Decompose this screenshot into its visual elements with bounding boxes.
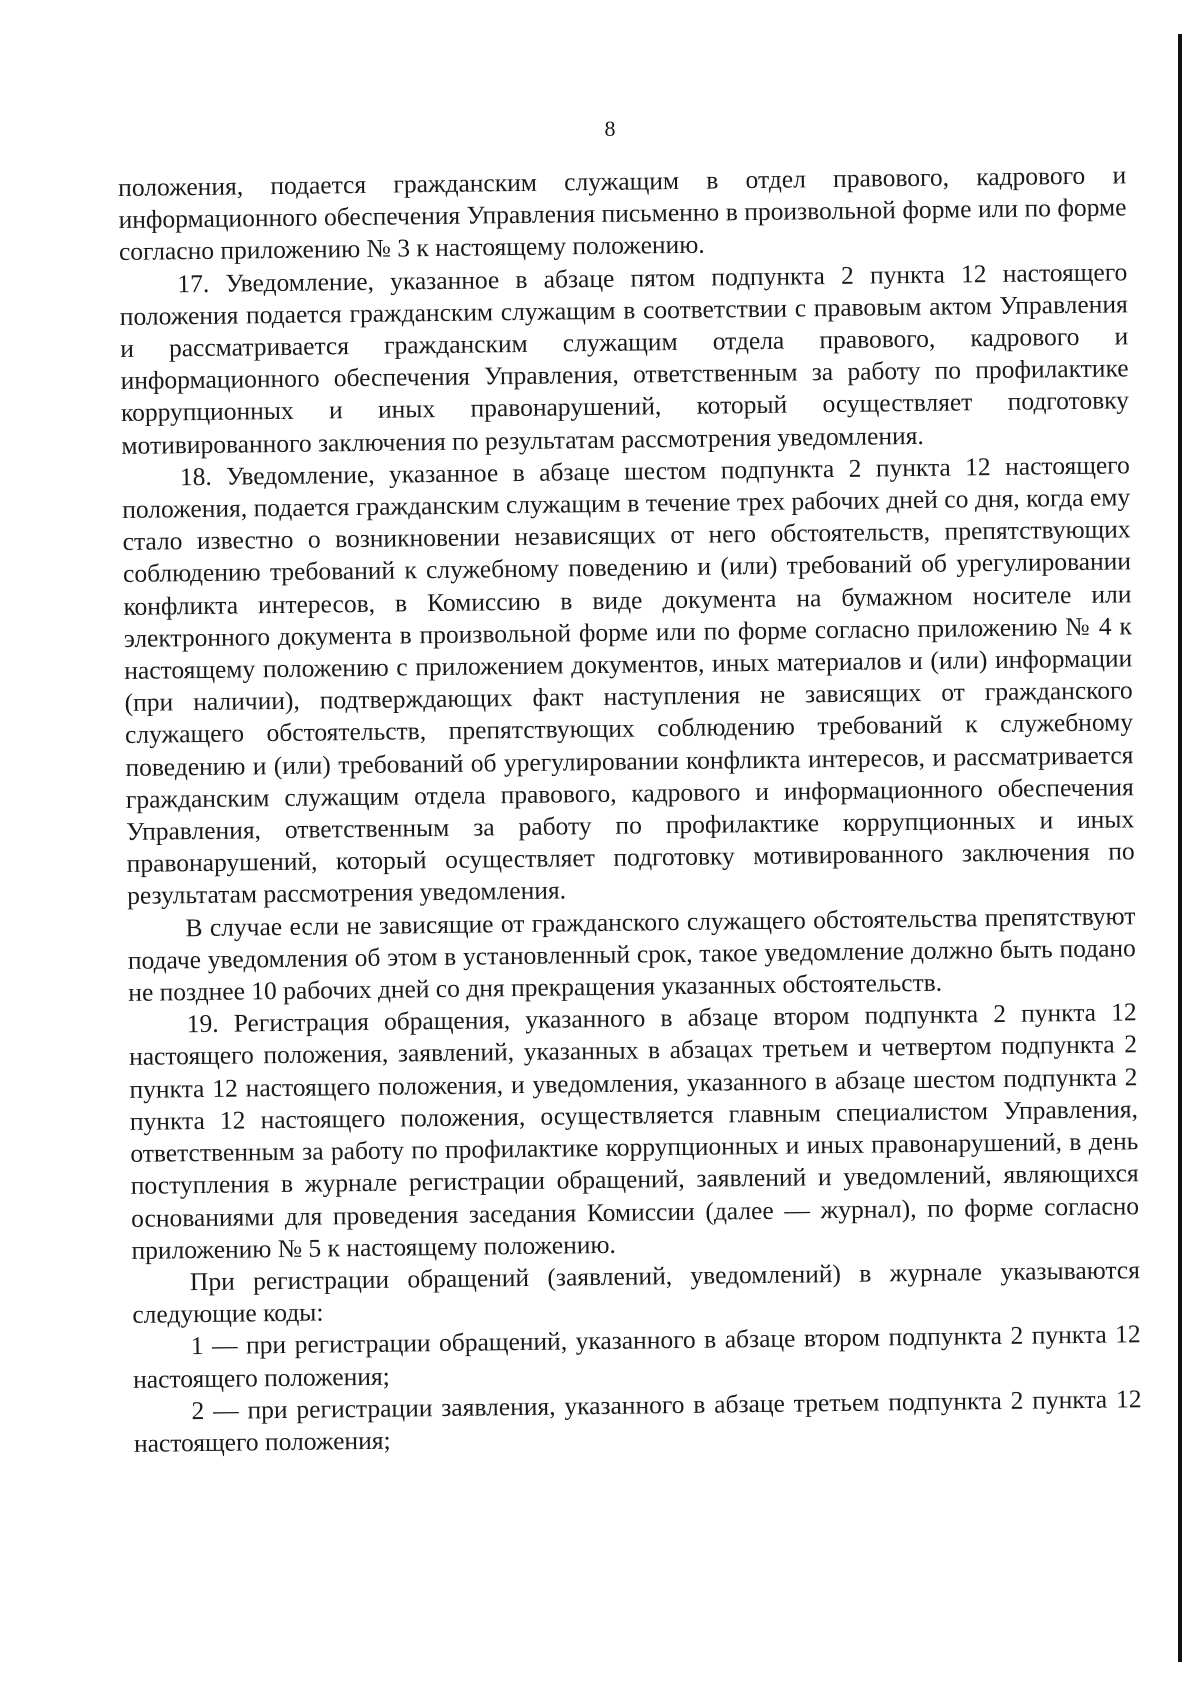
paragraph-code-2: 2 — при регистрации заявления, указанного в абзаце третьем подпункта 2 пункта 12 настоящего положения; — [133, 1383, 1142, 1458]
paragraph-item-17: 17. Уведомление, указанное в абзаце пятом подпункта 2 пункта 12 настоящего положения подается гражданским служащим в соответствии с правовым актом Управления и рассматривается гражданским служащим отдела правового, кадрового и информационного обеспечения Управления, ответственным за работу по профилактике коррупционных и иных правонарушений, который осуществляет подготовку мотивированного заключения по результатам рассмотрения уведомления. — [119, 256, 1130, 460]
paragraph-item-19: 19. Регистрация обращения, указанного в абзаце втором подпункта 2 пункта 12 настоящего положения, заявлений, указанных в абзацах третьем и четвертом подпункта 2 пункта 12 настоящего положения, и уведомления, указанного в абзаце шестом подпункта 2 пункта 12 настоящего положения, осуществляется главным специалистом Управления, ответственным за работу по профилактике коррупционных и иных правонарушений, в день поступления в журнале регистрации обращений, заявлений и уведомлений, являющихся основаниями для проведения заседания Комиссии (далее — журнал), по форме согласно приложению № 5 к настоящему положению. — [128, 997, 1140, 1265]
paragraph-code-1: 1 — при регистрации обращений, указанного в абзаце втором подпункта 2 пункта 12 настоящего положения; — [132, 1319, 1141, 1394]
page-number: 8 — [604, 116, 616, 141]
scan-edge-line — [1178, 34, 1182, 1662]
paragraph-item-18-exception: В случае если не зависящие от гражданского служащего обстоятельства препятствуют подаче уведомления об этом в установленный срок, такое уведомление должно быть подано не позднее 10 рабочих дней со дня прекращения указанных обстоятельств. — [127, 900, 1137, 1008]
document-body — [118, 159, 1142, 1460]
paragraph-continuation: положения, подается гражданским служащим в отдел правового, кадрового и информационного обеспечения Управления письменно в произвольной форме или по форме согласно приложению № 3 к настоящему положению. — [118, 160, 1127, 267]
paragraph-item-18: 18. Уведомление, указанное в абзаце шестом подпункта 2 пункта 12 настоящего положения, подается гражданским служащим в течение трех рабочих дней со дня, когда ему стало известно о возникновении независящих от него обстоятельств, препятствующих соблюдению требований к служебному поведению и (или) требований об урегулировании конфликта интересов, в Комиссию в виде документа на бумажном носителе или электронного документа в произвольной форме или по форме согласно приложению № 4 к настоящему положению с приложением документов, иных материалов и (или) информации (при наличии), подтверждающих факт наступления не зависящих от гражданского служащего обстоятельств, препятствующих соблюдению требований к служебному поведению и (или) требований об урегулировании конфликта интересов, и рассматривается гражданским служащим отдела правового, кадрового и информационного обеспечения Управления, ответственным за работу по профилактике коррупционных и иных правонарушений, который осуществляет подготовку мотивированного заключения по результатам рассмотрения уведомления. — [122, 450, 1135, 911]
paragraph-codes-intro: При регистрации обращений (заявлений, уведомлений) в журнале указываются следующие коды: — [132, 1255, 1141, 1330]
